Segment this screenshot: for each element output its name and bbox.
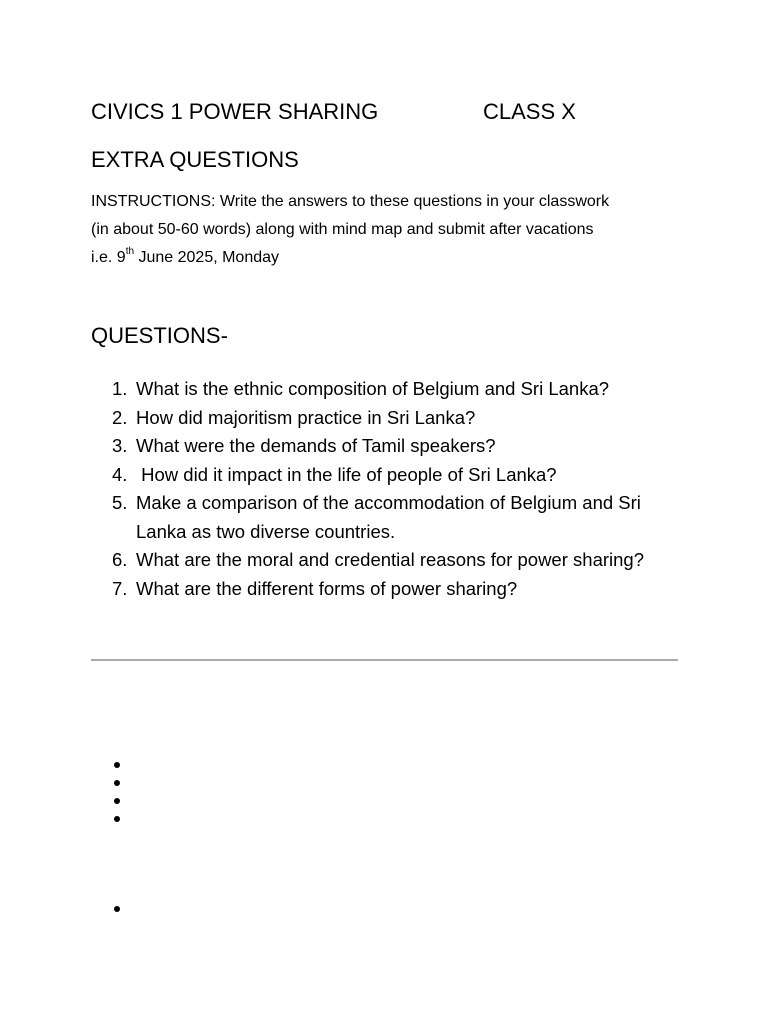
question-item (112, 432, 692, 461)
question-text: How did majoritism practice in Sri Lanka? (136, 406, 476, 428)
question-number: 2. (112, 406, 128, 428)
question-number: 3. (112, 435, 128, 456)
question-text: What is the ethnic composition of Belgium and Sri Lanka? (136, 378, 610, 399)
bullet-icon (114, 780, 120, 786)
question-item (112, 461, 692, 490)
question-text: What are the moral and credential reasons for power sharing? (136, 549, 644, 570)
question-number: 6. (112, 549, 128, 570)
question-number: 1. (112, 378, 128, 399)
question-number: 5. (112, 492, 128, 513)
class-label: CLASS X (483, 99, 576, 124)
question-item (112, 546, 692, 575)
question-text: What are the different forms of power sharing? (136, 577, 518, 599)
instructions-date-superscript: th (125, 245, 135, 257)
bullet-icon (114, 798, 120, 804)
question-number: 4. (112, 463, 128, 485)
instructions-line-3 (91, 244, 691, 272)
question-item (112, 489, 692, 546)
questions-heading: QUESTIONS- (91, 323, 228, 348)
question-item (112, 575, 692, 604)
horizontal-divider (91, 659, 678, 661)
questions-list (112, 375, 692, 603)
instructions-date-prefix: i.e. 9 (91, 249, 126, 266)
title-line (91, 97, 691, 127)
document-title: CIVICS 1 POWER SHARING (91, 99, 379, 124)
question-text: What were the demands of Tamil speakers? (136, 435, 496, 456)
question-text: Make a comparison of the accommodation of Belgium and Sri Lanka as two diverse countries. (136, 492, 641, 542)
instructions-line-1: INSTRUCTIONS: Write the answers to these questions in your classwork (91, 193, 610, 210)
bullet-icon (114, 762, 120, 768)
bullet-icon (114, 816, 120, 822)
question-number: 7. (112, 577, 128, 599)
instructions-paragraph (91, 188, 691, 272)
question-text: How did it impact in the life of people of Sri Lanka? (136, 463, 557, 485)
question-item (112, 375, 692, 404)
instructions-date-suffix: June 2025, Monday (134, 249, 280, 266)
instructions-line-2: (in about 50-60 words) along with mind map and submit after vacations (91, 221, 594, 238)
question-item (112, 404, 692, 433)
bullet-icon (114, 906, 120, 912)
document-subtitle: EXTRA QUESTIONS (91, 147, 299, 172)
